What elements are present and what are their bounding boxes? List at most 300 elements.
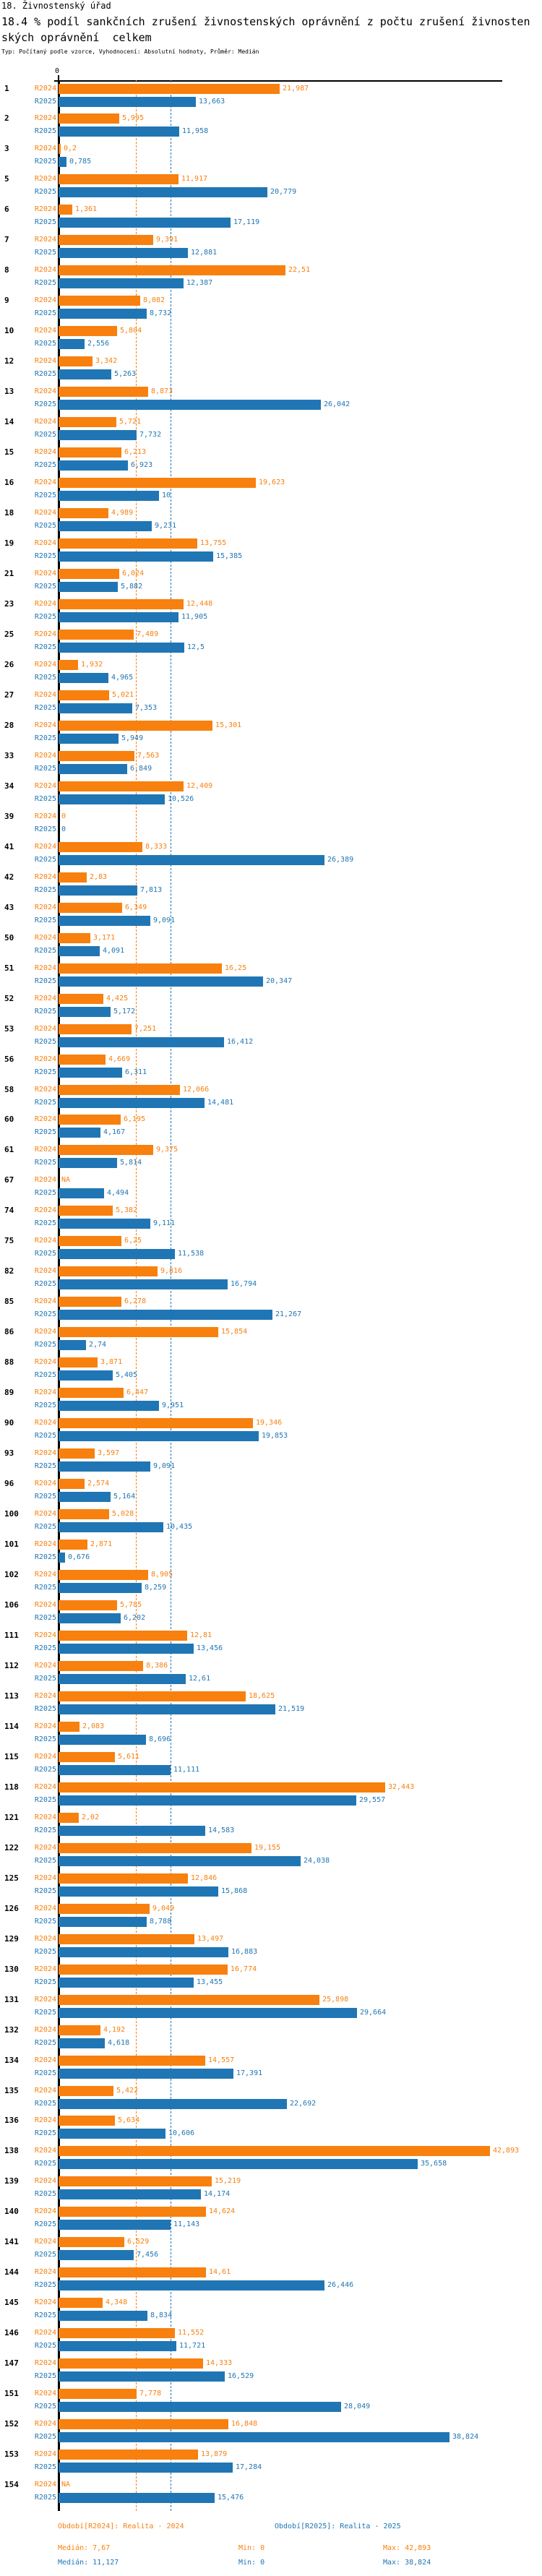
value-label-r2025: 11,143	[173, 2220, 200, 2228]
bar-r2024	[59, 1236, 121, 1246]
bar-r2024	[59, 872, 87, 883]
group-number: 126	[4, 1904, 19, 1913]
bar-r2025	[59, 521, 152, 531]
value-label-r2024: 32,443	[388, 1783, 415, 1791]
series-label-r2024: R2024	[34, 1996, 56, 2004]
group-number: 93	[4, 1448, 14, 1458]
series-label-r2025: R2025	[34, 431, 56, 439]
bar-r2024	[59, 1266, 158, 1276]
bar-r2025	[59, 1886, 218, 1897]
bar-r2025	[59, 703, 132, 713]
group-number: 136	[4, 2116, 19, 2125]
value-label-r2024: 11,552	[178, 2329, 205, 2337]
series-label-r2025: R2025	[34, 1918, 56, 1925]
value-label-r2025: 19,853	[262, 1432, 288, 1440]
series-label-r2025: R2025	[34, 1401, 56, 1409]
value-label-r2025: 7,456	[137, 2251, 159, 2259]
bar-r2025	[59, 339, 85, 349]
value-label-r2025: 6,311	[125, 1068, 147, 1076]
bar-r2025	[59, 643, 184, 653]
bar-r2025	[59, 794, 165, 804]
group-number: 132	[4, 2025, 19, 2035]
bar-r2025	[59, 2432, 449, 2442]
group-number: 18	[4, 508, 14, 518]
value-label-r2025: 24,038	[304, 1857, 330, 1865]
group-number: 9	[4, 296, 9, 305]
group-number: 130	[4, 1965, 19, 1974]
bar-r2024	[59, 933, 90, 943]
value-label-r2025: 9,111	[153, 1219, 176, 1227]
bar-r2024	[59, 326, 117, 336]
bar-r2024	[59, 2389, 137, 2399]
value-label-r2025: 7,732	[139, 431, 162, 439]
series-label-r2025: R2025	[34, 552, 56, 560]
bar-r2025	[59, 309, 147, 319]
value-label-r2024: 9,816	[160, 1267, 183, 1275]
value-label-r2024: 6,213	[124, 448, 147, 456]
group-number: 96	[4, 1479, 14, 1488]
value-label-r2024: 2,02	[82, 1813, 100, 1821]
series-label-r2025: R2025	[34, 1553, 56, 1561]
bar-r2024	[59, 2419, 228, 2429]
bar-r2024	[59, 1418, 253, 1428]
bar-r2024	[59, 781, 184, 791]
series-label-r2024: R2024	[34, 2450, 56, 2458]
series-label-r2025: R2025	[34, 2039, 56, 2047]
value-label-r2025: 4,091	[103, 947, 125, 955]
value-label-r2024: 16,774	[231, 1965, 257, 1973]
x-axis-line	[54, 80, 502, 82]
bar-r2025	[59, 673, 108, 683]
value-label-r2024: 7,251	[134, 1025, 157, 1033]
group-number: 21	[4, 569, 14, 578]
value-label-r2025: 4,167	[103, 1128, 126, 1136]
stat-max-r2024: Max: 42,893	[383, 2544, 431, 2552]
chart-meta-info: Typ: Počítaný podle vzorce, Vyhodnocení: Absolutní hodnoty, Průměr: Medián	[1, 48, 259, 55]
series-label-r2025: R2025	[34, 1978, 56, 1986]
bar-r2025	[59, 916, 150, 926]
bar-r2025	[59, 1158, 117, 1168]
group-number: 135	[4, 2086, 19, 2095]
bar-r2025	[59, 1007, 111, 1017]
series-label-r2024: R2024	[34, 1662, 56, 1670]
bar-r2025	[59, 1795, 356, 1806]
series-label-r2025: R2025	[34, 2281, 56, 2289]
value-label-r2025: 16,794	[231, 1280, 257, 1288]
group-number: 7	[4, 235, 9, 244]
bar-r2024	[59, 2237, 124, 2247]
bar-r2025	[59, 2189, 201, 2199]
bar-r2024	[59, 751, 134, 761]
value-label-r2025: 11,538	[178, 1250, 205, 1258]
value-label-r2025: 17,391	[236, 2069, 263, 2077]
series-label-r2025: R2025	[34, 583, 56, 591]
group-number: 15	[4, 447, 14, 457]
value-label-r2024: 8,873	[151, 387, 173, 395]
value-label-r2024: 14,333	[206, 2359, 233, 2367]
series-label-r2025: R2025	[34, 613, 56, 621]
group-number: 145	[4, 2298, 19, 2307]
value-label-r2025: 29,557	[359, 1796, 386, 1804]
series-label-r2024: R2024	[34, 2298, 56, 2306]
bar-r2025	[59, 400, 321, 410]
value-label-r2025: 8,696	[149, 1735, 171, 1743]
bar-r2024	[59, 1357, 98, 1368]
group-number: 19	[4, 538, 14, 548]
value-label-r2025: 13,663	[199, 98, 225, 106]
value-label-r2024: 5,382	[116, 1206, 138, 1214]
value-label-r2024: 8,905	[151, 1571, 173, 1579]
series-label-r2024: R2024	[34, 903, 56, 911]
series-label-r2025: R2025	[34, 765, 56, 773]
series-label-r2024: R2024	[34, 1449, 56, 1457]
bar-r2024	[59, 2116, 115, 2126]
value-label-r2024: 14,624	[209, 2207, 236, 2215]
series-label-r2024: R2024	[34, 1935, 56, 1943]
series-label-r2024: R2024	[34, 145, 56, 153]
series-label-r2025: R2025	[34, 127, 56, 135]
group-number: 153	[4, 2450, 19, 2459]
bar-r2025	[59, 1644, 194, 1654]
bar-r2024	[59, 2025, 100, 2035]
bar-r2025	[59, 1522, 163, 1532]
value-label-r2025: 0,676	[68, 1553, 90, 1561]
series-label-r2024: R2024	[34, 478, 56, 486]
group-number: 50	[4, 933, 14, 943]
bar-r2024	[59, 144, 61, 154]
value-label-r2025: 2,74	[89, 1341, 107, 1349]
group-number: 139	[4, 2176, 19, 2186]
series-label-r2025: R2025	[34, 2311, 56, 2319]
value-label-r2025: 8,732	[150, 309, 172, 317]
bar-r2025	[59, 369, 111, 379]
group-number: 152	[4, 2419, 19, 2429]
group-number: 56	[4, 1055, 14, 1064]
group-number: 8	[4, 265, 9, 275]
value-label-r2024: 5,422	[116, 2087, 139, 2095]
value-label-r2025: 11,958	[182, 127, 209, 135]
value-label-r2025: 28,049	[344, 2403, 371, 2410]
group-number: 14	[4, 417, 14, 426]
value-label-r2024: 6,447	[126, 1388, 149, 1396]
series-label-r2025: R2025	[34, 1705, 56, 1713]
value-label-r2024: 13,497	[197, 1935, 224, 1943]
value-label-r2025: 16,412	[227, 1038, 254, 1046]
series-label-r2024: R2024	[34, 1419, 56, 1427]
value-label-r2024: 19,155	[254, 1844, 281, 1852]
value-label-r2024: 5,995	[122, 114, 145, 122]
stat-median-r2025: Medián: 11,127	[58, 2559, 119, 2567]
bar-r2024	[59, 417, 116, 427]
value-label-r2024: 14,557	[208, 2056, 235, 2064]
value-label-r2025: 12,881	[191, 249, 218, 257]
group-number: 10	[4, 326, 14, 335]
value-label-r2025: 22,692	[290, 2100, 317, 2108]
bar-r2025	[59, 2341, 176, 2351]
group-number: 146	[4, 2328, 19, 2337]
group-number: 74	[4, 1206, 14, 1215]
bar-r2025	[59, 885, 137, 896]
series-label-r2025: R2025	[34, 1614, 56, 1622]
bar-r2025	[59, 1037, 224, 1047]
series-label-r2024: R2024	[34, 1297, 56, 1305]
series-label-r2025: R2025	[34, 674, 56, 682]
legend-r2024: Období[R2024]: Realita - 2024	[58, 2523, 184, 2530]
series-label-r2025: R2025	[34, 1675, 56, 1683]
value-label-r2025: 21,267	[275, 1310, 302, 1318]
series-label-r2024: R2024	[34, 782, 56, 790]
bar-r2024	[59, 994, 103, 1004]
bar-r2024	[59, 842, 142, 852]
value-label-r2024: 9,375	[156, 1146, 178, 1154]
series-label-r2025: R2025	[34, 1159, 56, 1167]
bar-r2025	[59, 187, 267, 197]
series-label-r2024: R2024	[34, 2420, 56, 2428]
value-label-r2025: 8,834	[150, 2311, 173, 2319]
bar-r2024	[59, 721, 212, 731]
series-label-r2024: R2024	[34, 175, 56, 183]
group-number: 121	[4, 1813, 19, 1822]
value-label-r2024: 16,25	[225, 964, 247, 972]
series-label-r2024: R2024	[34, 296, 56, 304]
chart-subtitle-line2: ských oprávnění celkem	[1, 31, 152, 44]
bar-r2025	[59, 1917, 147, 1927]
series-label-r2024: R2024	[34, 721, 56, 729]
series-label-r2024: R2024	[34, 1237, 56, 1245]
bar-r2025	[59, 2493, 215, 2503]
series-label-r2024: R2024	[34, 387, 56, 395]
value-label-r2025: 20,779	[270, 188, 297, 196]
series-label-r2024: R2024	[34, 1510, 56, 1518]
bar-r2024	[59, 2086, 113, 2096]
group-number: 125	[4, 1873, 19, 1883]
group-number: 28	[4, 721, 14, 730]
value-label-r2024: 0	[61, 812, 66, 820]
series-label-r2025: R2025	[34, 704, 56, 712]
bar-r2024	[59, 1813, 79, 1823]
value-label-r2025: 10,606	[168, 2129, 195, 2137]
bar-r2025	[59, 218, 231, 228]
series-label-r2025: R2025	[34, 916, 56, 924]
series-label-r2025: R2025	[34, 1948, 56, 1956]
bar-r2024	[59, 478, 256, 488]
series-label-r2024: R2024	[34, 205, 56, 213]
value-label-r2024: 19,623	[259, 478, 285, 486]
value-label-r2025: 35,658	[421, 2160, 447, 2168]
value-label-r2025: 38,824	[452, 2433, 479, 2441]
series-label-r2024: R2024	[34, 327, 56, 335]
value-label-r2024: NA	[61, 2481, 71, 2489]
series-label-r2025: R2025	[34, 370, 56, 378]
group-number: 101	[4, 1540, 19, 1549]
bar-r2024	[59, 1873, 188, 1884]
series-label-r2025: R2025	[34, 734, 56, 742]
group-number: 16	[4, 478, 14, 487]
series-label-r2024: R2024	[34, 1571, 56, 1579]
series-label-r2024: R2024	[34, 2268, 56, 2276]
bar-r2025	[59, 582, 118, 592]
series-label-r2025: R2025	[34, 188, 56, 196]
bar-r2024	[59, 599, 184, 609]
series-label-r2024: R2024	[34, 964, 56, 972]
x-axis-zero-label: 0	[55, 67, 60, 75]
value-label-r2024: 25,898	[322, 1996, 349, 2004]
value-label-r2025: 10	[162, 491, 171, 499]
series-label-r2025: R2025	[34, 2494, 56, 2502]
value-label-r2025: 9,231	[155, 522, 177, 530]
bar-r2024	[59, 174, 178, 184]
value-label-r2024: 6,25	[124, 1237, 142, 1245]
value-label-r2025: 13,455	[197, 1978, 223, 1986]
series-label-r2025: R2025	[34, 2160, 56, 2168]
bar-r2024	[59, 569, 119, 579]
value-label-r2024: 12,846	[191, 1874, 218, 1882]
value-label-r2024: 15,219	[215, 2177, 241, 2185]
series-label-r2025: R2025	[34, 1735, 56, 1743]
value-label-r2024: 22,51	[288, 266, 311, 274]
series-label-r2024: R2024	[34, 1206, 56, 1214]
series-label-r2024: R2024	[34, 995, 56, 1003]
bar-r2024	[59, 1570, 148, 1580]
series-label-r2024: R2024	[34, 1753, 56, 1761]
value-label-r2024: 4,669	[108, 1055, 131, 1063]
bar-r2024	[59, 1297, 121, 1307]
series-label-r2024: R2024	[34, 2207, 56, 2215]
bar-r2024	[59, 447, 121, 458]
bar-r2024	[59, 1055, 106, 1065]
series-label-r2024: R2024	[34, 448, 56, 456]
bar-r2024	[59, 1540, 87, 1550]
series-label-r2024: R2024	[34, 1388, 56, 1396]
value-label-r2025: 14,583	[208, 1826, 235, 1834]
value-label-r2025: 7,353	[135, 704, 158, 712]
value-label-r2024: 12,409	[186, 782, 213, 790]
bar-r2025	[59, 2250, 134, 2260]
value-label-r2025: 4,965	[111, 674, 134, 682]
bar-r2025	[59, 460, 128, 471]
series-label-r2025: R2025	[34, 643, 56, 651]
value-label-r2024: 4,425	[106, 995, 129, 1003]
series-label-r2025: R2025	[34, 1128, 56, 1136]
bar-r2024	[59, 1965, 228, 1975]
series-label-r2024: R2024	[34, 2026, 56, 2034]
group-number: 34	[4, 781, 14, 791]
group-number: 25	[4, 630, 14, 639]
series-label-r2025: R2025	[34, 491, 56, 499]
series-label-r2024: R2024	[34, 1055, 56, 1063]
group-number: 86	[4, 1327, 14, 1336]
bar-r2024	[59, 205, 72, 215]
series-label-r2024: R2024	[34, 1844, 56, 1852]
value-label-r2025: 4,618	[108, 2039, 130, 2047]
value-label-r2024: 5,804	[120, 327, 142, 335]
series-label-r2025: R2025	[34, 2190, 56, 2198]
bar-r2025	[59, 2129, 165, 2139]
bar-r2025	[59, 97, 196, 107]
value-label-r2025: 8,788	[150, 1918, 172, 1925]
bar-r2024	[59, 387, 148, 397]
group-number: 43	[4, 903, 14, 912]
bar-r2025	[59, 2280, 324, 2291]
series-label-r2025: R2025	[34, 158, 56, 166]
value-label-r2024: 42,893	[493, 2147, 520, 2155]
bar-r2025	[59, 278, 184, 288]
group-number: 61	[4, 1145, 14, 1154]
bar-r2025	[59, 1856, 301, 1866]
value-label-r2025: 26,446	[327, 2281, 354, 2289]
series-label-r2024: R2024	[34, 418, 56, 426]
series-label-r2024: R2024	[34, 2056, 56, 2064]
bar-r2024	[59, 1782, 385, 1793]
value-label-r2024: 19,346	[256, 1419, 283, 1427]
series-label-r2024: R2024	[34, 509, 56, 517]
bar-r2025	[59, 1188, 104, 1198]
bar-r2025	[59, 1674, 186, 1684]
value-label-r2025: 5,172	[113, 1008, 136, 1016]
series-label-r2024: R2024	[34, 570, 56, 578]
value-label-r2025: 15,385	[216, 552, 243, 560]
series-label-r2024: R2024	[34, 1176, 56, 1184]
value-label-r2024: 18,625	[249, 1692, 275, 1700]
bar-r2024	[59, 1752, 115, 1762]
series-label-r2024: R2024	[34, 539, 56, 547]
series-label-r2024: R2024	[34, 1692, 56, 1700]
series-label-r2024: R2024	[34, 1115, 56, 1123]
series-label-r2025: R2025	[34, 977, 56, 985]
bar-r2025	[59, 855, 324, 865]
bar-r2025	[59, 1704, 275, 1714]
value-label-r2024: 5,634	[118, 2116, 140, 2124]
value-label-r2024: 11,917	[181, 175, 208, 183]
group-number: 115	[4, 1752, 19, 1761]
series-label-r2024: R2024	[34, 1358, 56, 1366]
value-label-r2025: 15,476	[218, 2494, 244, 2502]
bar-r2024	[59, 2450, 198, 2460]
series-label-r2025: R2025	[34, 886, 56, 894]
bar-r2025	[59, 2371, 225, 2382]
series-label-r2024: R2024	[34, 1146, 56, 1154]
series-label-r2025: R2025	[34, 1038, 56, 1046]
bar-r2024	[59, 538, 197, 549]
bar-r2024	[59, 2056, 205, 2066]
series-label-r2025: R2025	[34, 1068, 56, 1076]
group-number: 75	[4, 1236, 14, 1245]
group-number: 144	[4, 2267, 19, 2277]
bar-r2025	[59, 1279, 228, 1289]
bar-r2025	[59, 2463, 233, 2473]
series-label-r2024: R2024	[34, 752, 56, 760]
series-label-r2025: R2025	[34, 1796, 56, 1804]
stat-min-r2024: Min: 0	[238, 2544, 265, 2552]
value-label-r2025: 8,259	[145, 1584, 167, 1592]
series-label-r2025: R2025	[34, 1219, 56, 1227]
value-label-r2025: 20,347	[266, 977, 293, 985]
value-label-r2024: 6,024	[122, 570, 145, 578]
series-label-r2025: R2025	[34, 249, 56, 257]
value-label-r2025: 21,519	[278, 1705, 305, 1713]
series-label-r2024: R2024	[34, 1874, 56, 1882]
bar-r2024	[59, 1691, 246, 1701]
value-label-r2024: 7,778	[139, 2390, 162, 2397]
group-number: 90	[4, 1418, 14, 1427]
group-number: 52	[4, 994, 14, 1003]
series-label-r2025: R2025	[34, 947, 56, 955]
series-label-r2024: R2024	[34, 600, 56, 608]
group-number: 134	[4, 2056, 19, 2065]
series-label-r2024: R2024	[34, 1601, 56, 1609]
value-label-r2024: 13,755	[200, 539, 227, 547]
group-number: 147	[4, 2358, 19, 2368]
